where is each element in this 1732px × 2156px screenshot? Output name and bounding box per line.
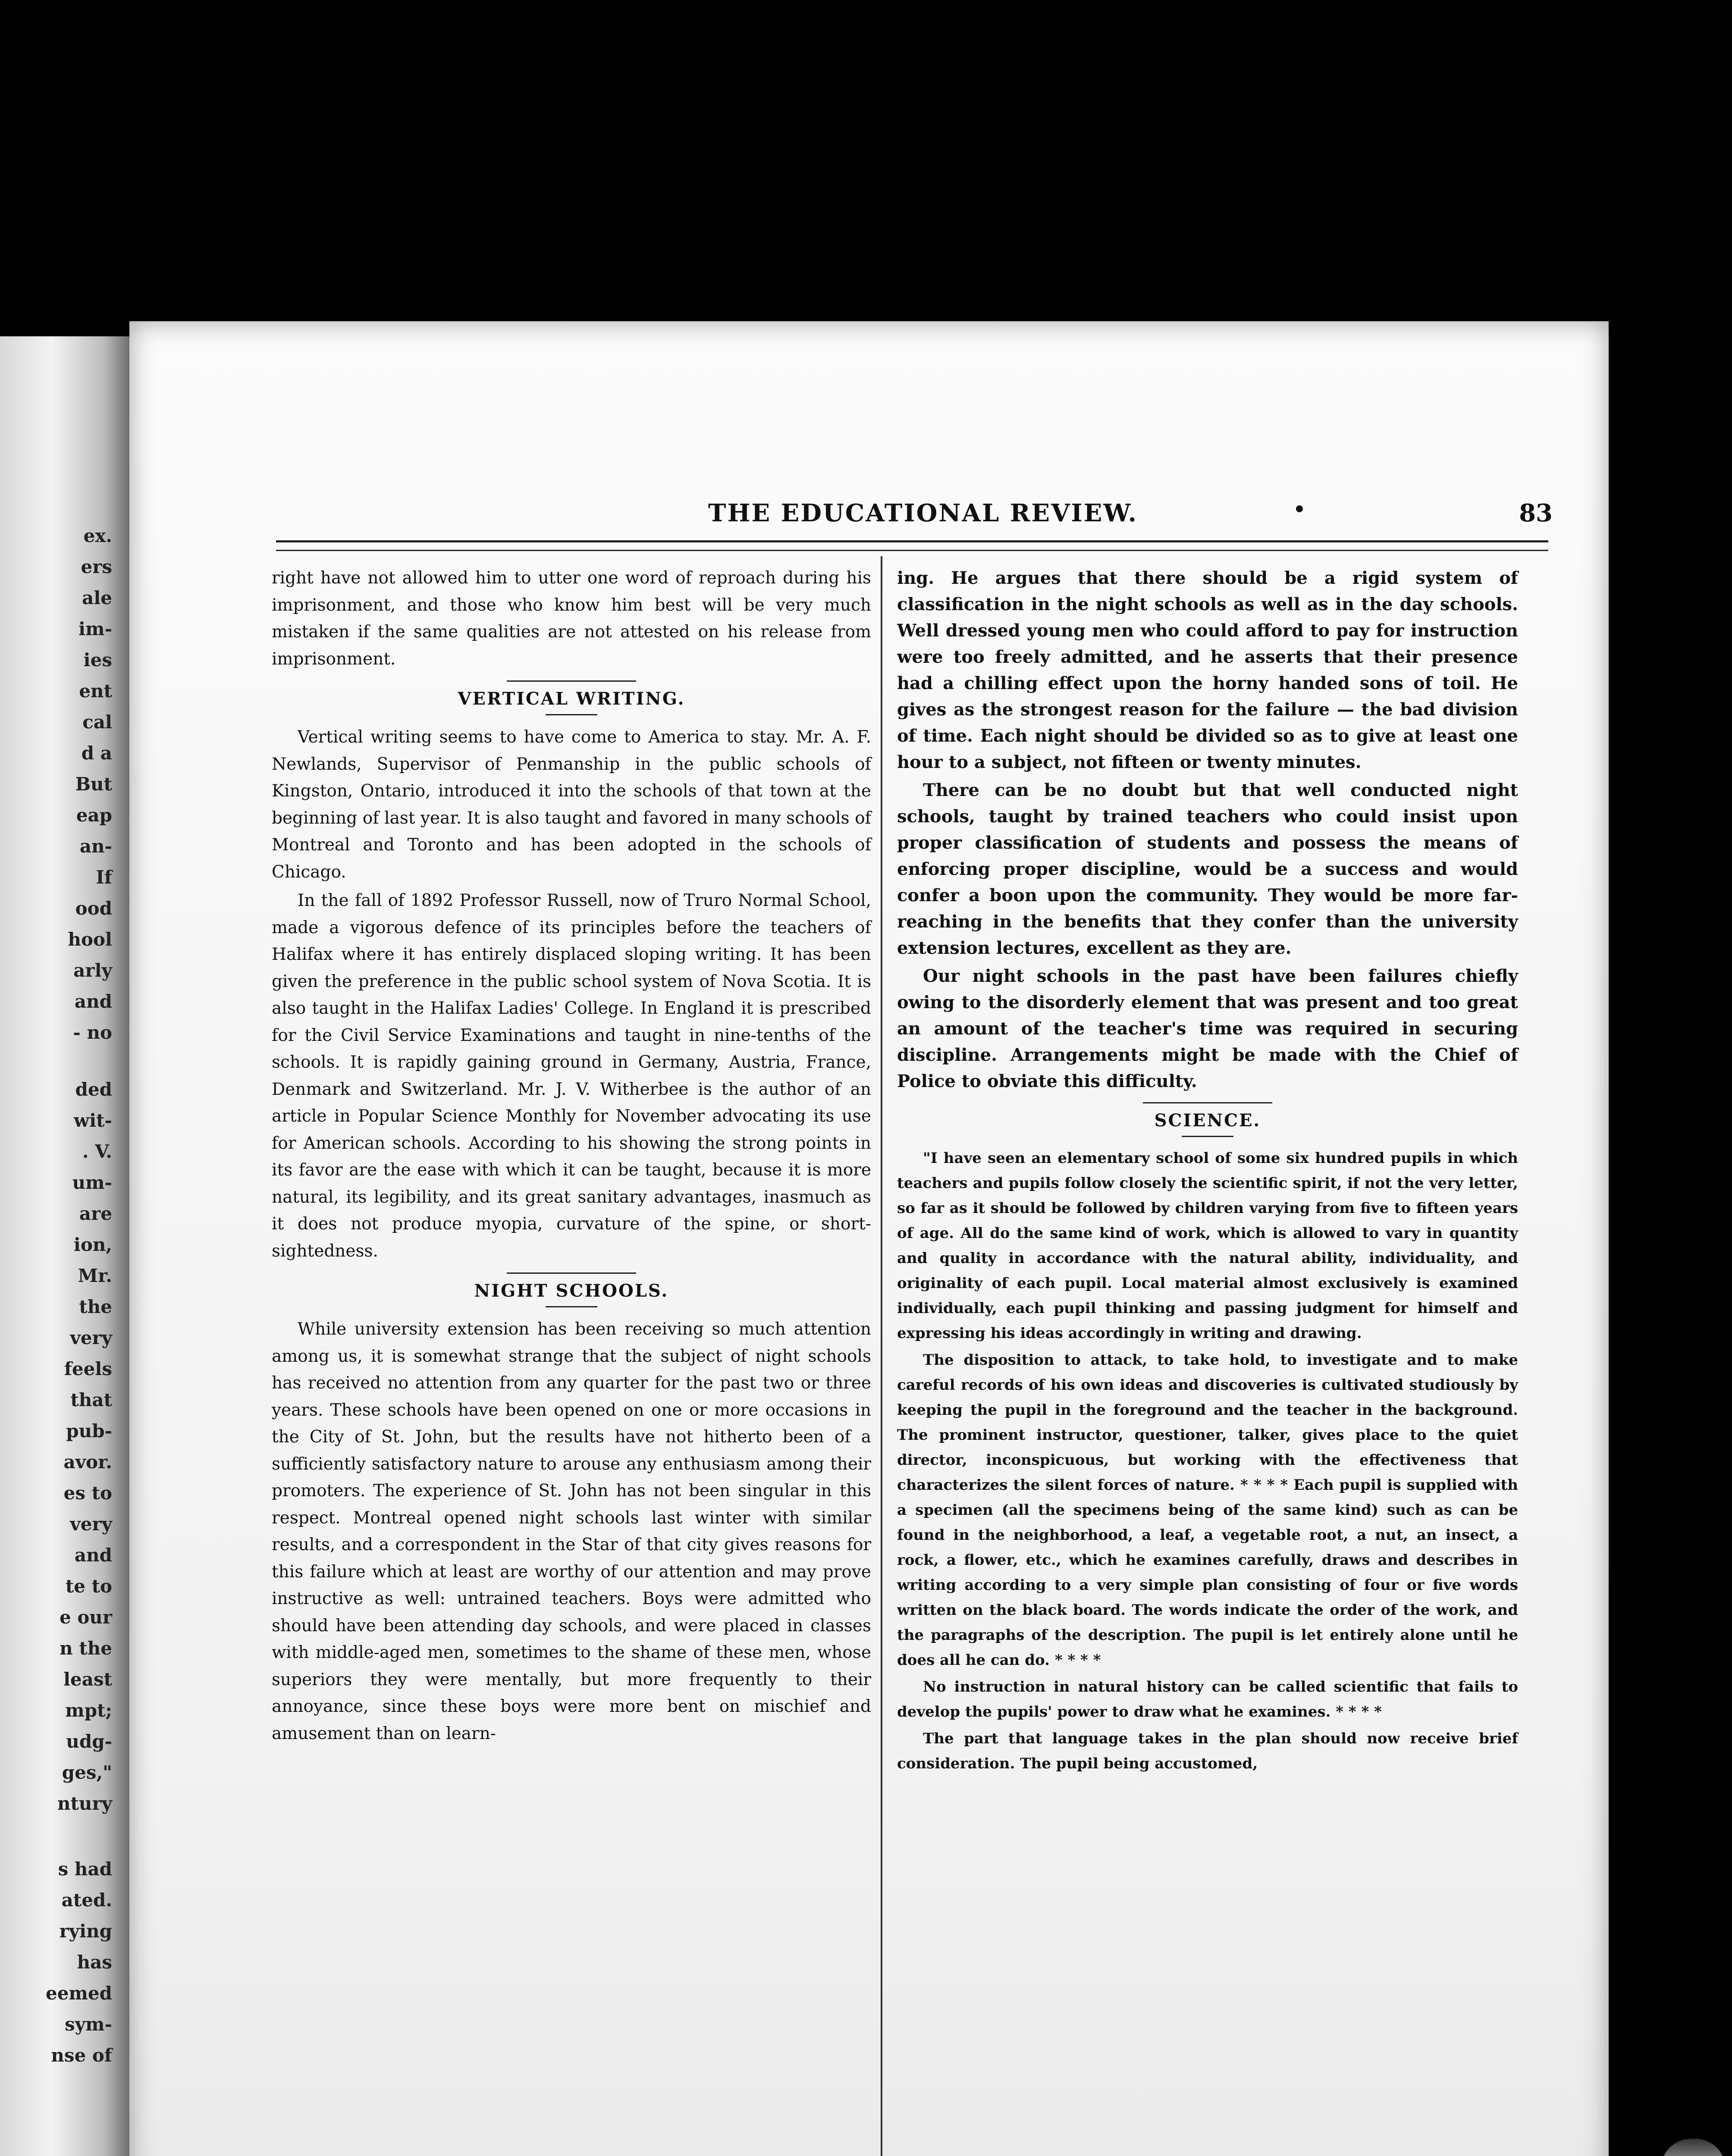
spine-text-fragment: the xyxy=(79,1296,112,1317)
spine-text-fragment: ood xyxy=(75,898,112,919)
spine-text-fragment: that xyxy=(70,1389,112,1410)
spine-text-fragment: and xyxy=(74,1545,112,1566)
spine-text-fragment: avor. xyxy=(63,1451,112,1473)
spine-text-fragment: eemed xyxy=(46,1983,112,2004)
section-heading-science xyxy=(897,1102,1518,1137)
spine-text-fragment: e our xyxy=(59,1607,112,1628)
heading-underline xyxy=(1182,1136,1233,1137)
science-paragraph-2: The disposition to attack, to take hold, to investigate and to make careful records of his own ideas and discoveries is cultivated studiously by keeping the pupil in the foreground and the teacher in the background. The prominent instructor, questioner, talker, gives place to the quiet director, inconspicuous, but working with the effectiveness that characterizes the silent forces of nature. * * * * Each pupil is supplied with a specimen (all the specimens being of the same kind) such as can be found in the neighborhood, a leaf, a vegetable root, a nut, an insect, a rock, a flower, etc., which he examines carefully, draws and describes in writing according to a very simple plan consisting of four or five words written on the black board. The words indicate the order of the work, and the paragraphs of the description. The pupil is let entirely alone until he does all he can do. * * * * xyxy=(897,1351,1518,1669)
section-heading-vertical-writing xyxy=(272,680,871,715)
header-rule xyxy=(276,540,1548,542)
spine-text-fragment: and xyxy=(74,991,112,1012)
vertical-writing-paragraph-1: Vertical writing seems to have come to America to stay. Mr. A. F. Newlands, Supervisor of Penmanship in the public schools of Kingston, Ontario, introduced it into the schools of that town at the beginning of last year. It is also taught and favored in many schools of Montreal and Toronto and has been adopted in the schools of Chicago. xyxy=(272,727,871,882)
spine-text-fragment: least xyxy=(63,1669,112,1690)
header-dot xyxy=(1296,505,1303,512)
spine-text-fragment: If xyxy=(96,867,112,888)
science-paragraph-1: "I have seen an elementary school of some six hundred pupils in which teachers and pupils follow closely the scientific spirit, if not the very letter, so far as it should be followed by children varying from five to fifteen years of age. All do the same kind of work, which is allowed to vary in quantity and quality in accordance with the natural ability, individuality, and originality of each pupil. Local material almost exclusively is examined individually, each pupil thinking and passing judgment for himself and expressing his ideas accordingly in writing and drawing. xyxy=(897,1150,1518,1342)
heading-underline xyxy=(546,714,597,715)
spine-text-fragment: ent xyxy=(79,680,112,702)
spine-text-fragment: wit- xyxy=(74,1110,112,1131)
header-rule-thin xyxy=(276,550,1548,551)
spine-text-fragment: Mr. xyxy=(78,1265,112,1286)
spine-text-fragment: um- xyxy=(72,1172,112,1193)
spine-text-fragment: arly xyxy=(73,960,112,981)
journal-title: THE EDUCATIONAL REVIEW. xyxy=(708,499,1138,527)
page-number: 83 xyxy=(1519,499,1553,527)
heading-rule xyxy=(507,1272,636,1274)
spine-text-fragment: s had xyxy=(58,1858,112,1880)
spine-text-fragment: pub- xyxy=(66,1420,112,1442)
heading-rule xyxy=(507,680,636,682)
spine-text-fragment: udg- xyxy=(66,1731,112,1752)
spine-text-fragment: ies xyxy=(83,649,112,671)
spine-text-fragment: nse of xyxy=(51,2045,112,2066)
spine-text-fragment: es to xyxy=(63,1482,112,1504)
spine-text-fragment: im- xyxy=(78,618,112,639)
section-heading-night-schools xyxy=(272,1272,871,1307)
right-column xyxy=(897,565,1518,1778)
spine-text-fragment: te to xyxy=(65,1576,112,1597)
night-schools-paragraph-1: While university extension has been receiving so much attention among us, it is somewhat strange that the subject of night schools has received no attention from any quarter for the past two or three years. These schools have been opened on one or more occasions in the City of St. John, but the results have not hitherto been of a sufficiently satisfactory nature to arouse any enthusiasm among their promoters. The experience of St. John has not been singular in this respect. Montreal opened night schools last winter with similar results, and a correspondent in the Star of that city gives reasons for this failure which at least are worthy of our attention and may prove instructive as well: untrained teachers. Boys were admitted who should have been attending day schools, and were placed in classes with middle-aged men, sometimes to the shame of these men, whose superiors they were mentally, but more frequently to their annoyance, since these boys were more bent on mischief and amusement than on learn- xyxy=(272,1319,871,1743)
spine-text-fragment: ale xyxy=(82,587,112,608)
spine-text-fragment: n the xyxy=(60,1638,112,1659)
spine-text-fragment: very xyxy=(70,1327,112,1348)
night-schools-continued-paragraph-2: There can be no doubt but that well conducted night schools, taught by trained teachers who could insist upon proper classification of students and possess the means of enforcing proper discipline, would be a success and would confer a boon upon the community. They would be more far-reaching in the benefits that they confer than the university extension lectures, excellent as they are. xyxy=(897,780,1518,958)
spine-text-fragment: are xyxy=(79,1203,112,1224)
left-column xyxy=(272,565,871,1749)
spine-text-fragment: very xyxy=(70,1514,112,1535)
night-schools-continued-paragraph-1: ing. He argues that there should be a rigid system of classification in the night schools as well as in the day schools. Well dressed young men who could afford to pay for instruction were too freely admitted, and he asserts that their presence had a chilling effect upon the horny handed sons of toil. He gives as the strongest reason for the failure — the bad division of time. Each night should be divided so as to give at least one hour to a subject, not fifteen or twenty minutes. xyxy=(897,568,1518,772)
spine-text-fragment: ers xyxy=(81,556,112,577)
heading-text: VERTICAL WRITING. xyxy=(458,689,685,709)
intro-paragraph: right have not allowed him to utter one word of reproach during his imprisonment, and those who know him best will be very much mistaken if the same qualities are not attested on his release from imprisonment. xyxy=(272,568,871,669)
spine-text-fragment: ated. xyxy=(61,1890,112,1911)
science-paragraph-4: The part that language takes in the plan should now receive brief consideration. The pupil being accustomed, xyxy=(897,1730,1518,1772)
spine-text-fragment: - no xyxy=(73,1022,112,1043)
spine-text-fragment: sym- xyxy=(65,2014,112,2035)
science-paragraph-3: No instruction in natural history can be called scientific that fails to develop the pupils' power to draw what he examines. * * * * xyxy=(897,1678,1518,1720)
running-header xyxy=(276,496,1570,535)
heading-rule xyxy=(1143,1102,1272,1103)
spine-text-fragment: d a xyxy=(81,743,112,764)
spine-text-fragment: feels xyxy=(64,1358,112,1379)
vertical-writing-paragraph-2: In the fall of 1892 Professor Russell, now of Truro Normal School, made a vigorous defence of its principles before the teachers of Halifax where it has entirely displaced sloping writing. It has been given the preference in the public school system of Nova Scotia. It is also taught in the Halifax Ladies' College. In England it is prescribed for the Civil Service Examinations and taught in nine-tenths of the schools. It is rapidly gaining ground in Germany, Austria, France, Denmark and Switzerland. Mr. J. V. Witherbee is the author of an article in Popular Science Monthly for November advocating its use for American schools. According to his showing the strong points in its favor are the ease with which it can be taught, because it is more natural, its legibility, and its great sanitary advantages, inasmuch as it does not produce myopia, curvature of the spine, or short-sightedness. xyxy=(272,891,871,1261)
spine-text-fragment: cal xyxy=(82,711,112,733)
heading-text: SCIENCE. xyxy=(1154,1110,1261,1131)
heading-text: NIGHT SCHOOLS. xyxy=(474,1281,669,1301)
spine-text-fragment: has xyxy=(77,1952,112,1973)
adjacent-page-spine xyxy=(0,336,129,2156)
spine-text-fragment: ion, xyxy=(73,1234,112,1255)
heading-underline xyxy=(546,1306,597,1307)
column-divider xyxy=(881,556,882,2156)
spine-text-fragment: ex. xyxy=(83,525,112,546)
spine-text-fragment: an- xyxy=(79,836,112,857)
spine-text-fragment: ded xyxy=(75,1079,112,1100)
spine-text-fragment: mpt; xyxy=(65,1700,112,1721)
page-holder-clip xyxy=(1661,2139,1726,2156)
spine-text-fragment: hool xyxy=(68,929,112,950)
spine-text-fragment: . V. xyxy=(82,1141,112,1162)
spine-text-fragment: ges," xyxy=(62,1762,112,1783)
spine-text-fragment: eap xyxy=(76,805,112,826)
night-schools-continued-paragraph-3: Our night schools in the past have been failures chiefly owing to the disorderly element that was present and too great an amount of the teacher's time was required in securing discipline. Arrangements might be made with the Chief of Police to obviate this difficulty. xyxy=(897,966,1518,1091)
spine-text-fragment: But xyxy=(75,774,112,795)
spine-text-fragment: rying xyxy=(59,1921,112,1942)
spine-text-fragment: ntury xyxy=(57,1793,112,1814)
book-page xyxy=(129,321,1609,2156)
